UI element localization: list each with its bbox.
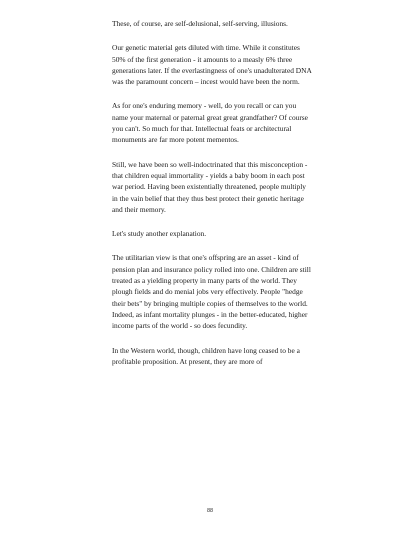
page-number: 88 (206, 508, 214, 514)
paragraph-genetic-material: Our genetic material gets diluted with time. While it constitutes 50% of the first generation - it amounts to a measly 6% three generations later. If the everlastingness of one's unadulterated DNA was the paramount concern – incest would have been the norm. (112, 43, 312, 87)
paragraph-indoctrination: Still, we have been so well-indoctrinated that this misconception - that children equal immortality - yields a baby boom in each post war period. Having been existentially threatened, people multiply in the vain belief that they thus best protect their genetic heritage and their memory. (112, 159, 308, 214)
paragraph-western-world: In the Western world, though, children have long ceased to be a profitable proposition. At present, they are more of (112, 345, 300, 366)
body-text (112, 18, 312, 380)
paragraph-illusions: These, of course, are self-delusional, self-serving, illusions. (112, 19, 288, 28)
paragraph-utilitarian-view: The utilitarian view is that one's offspring are an asset - kind of pension plan and insurance policy rolled into one. Children are still treated as a yielding property in many parts of the world. They plough fields and do menial jobs very effectively. People "hedge their bets" by bringing multiple copies of themselves to the world. Indeed, as infant mortality plunges - in the better-educated, higher income parts of the world - so does fecundity. (112, 253, 311, 331)
paragraph-another-explanation: Let's study another explanation. (112, 229, 207, 239)
paragraph-enduring-memory: As for one's enduring memory - well, do you recall or can you name your maternal or paternal great great grandfather? Of course you can't. So much for that. Intellectual feats or architectural monuments are far more potent mementos. (112, 101, 308, 145)
